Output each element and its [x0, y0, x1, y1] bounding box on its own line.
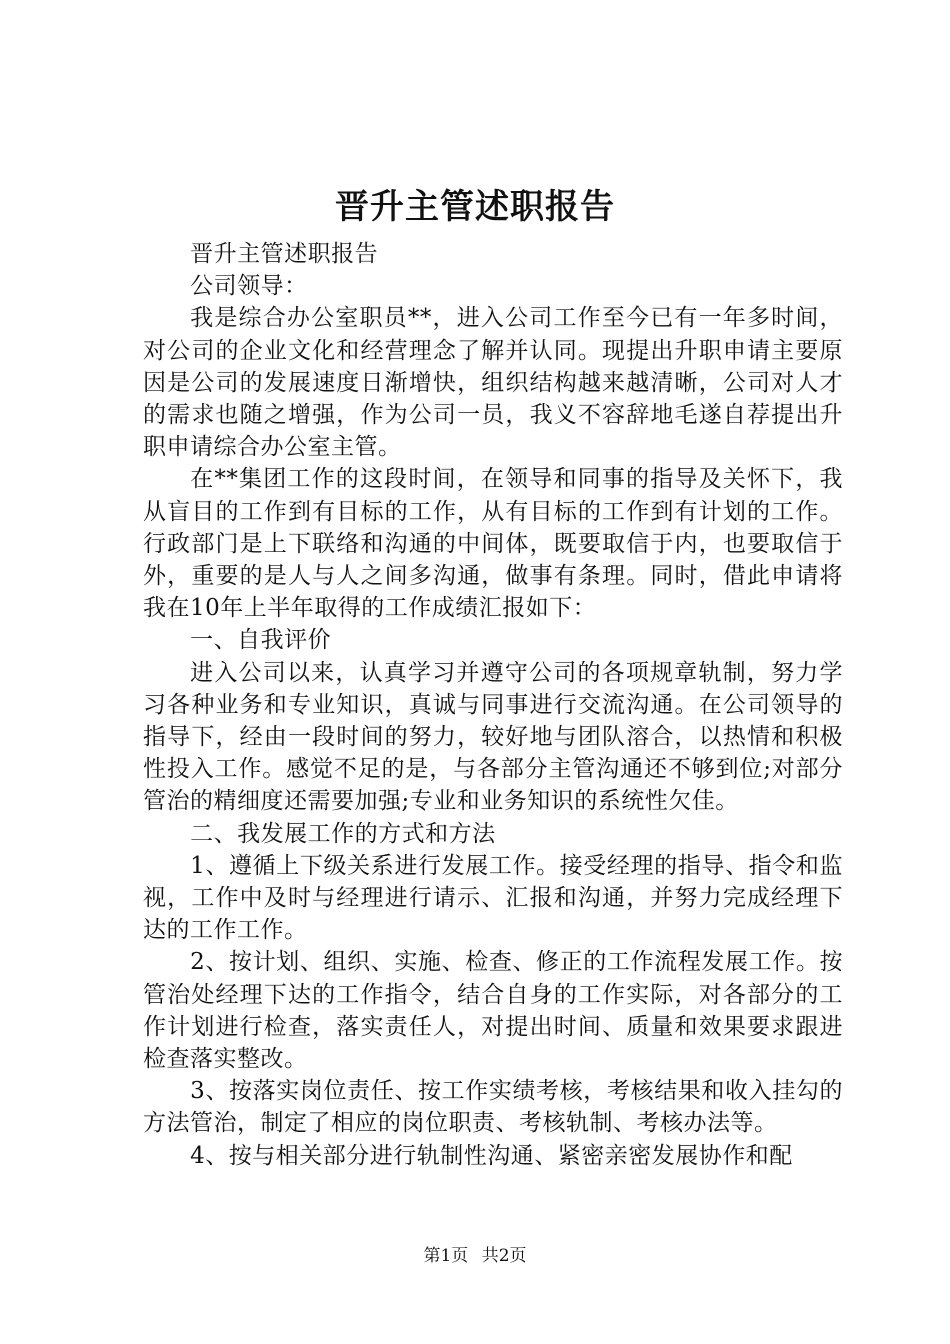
- list-item-method-1: 1、遵循上下级关系进行发展工作。接受经理的指导、指令和监视，工作中及时与经理进行请示、汇报和沟通，并努力完成经理下达的工作工作。: [143, 852, 843, 944]
- page-number: 第1页: [423, 1246, 469, 1266]
- document-body: [143, 238, 843, 1172]
- paragraph-introduction: 我是综合办公室职员**，进入公司工作至今已有一年多时间，对公司的企业文化和经营理念了解并认同。现提出升职申请主要原因是公司的发展速度日渐增快，组织结构越来越清晰，公司对人才的需求也随之增强，作为公司一员，我义不容辞地毛遂自荐提出升职申请综合办公室主管。: [143, 305, 843, 461]
- list-item-method-2: 2、按计划、组织、实施、检查、修正的工作流程发展工作。按管治处经理下达的工作指令，结合自身的工作实际，对各部分的工作计划进行检查，落实责任人，对提出时间、质量和效果要求跟进检查落实整改。: [143, 949, 843, 1073]
- section-heading-work-methods: 二、我发展工作的方式和方法: [190, 820, 496, 847]
- paragraph-salutation: 公司领导：: [190, 273, 308, 300]
- section-heading-self-evaluation: 一、自我评价: [190, 627, 332, 654]
- paragraph-heading-repeat: 晋升主管述职报告: [190, 241, 379, 267]
- list-item-method-3: 3、按落实岗位责任、按工作实绩考核，考核结果和收入挂勾的方法管治，制定了相应的岗位职责、考核轨制、考核办法等。: [143, 1078, 843, 1137]
- page-footer: [0, 1244, 950, 1268]
- paragraph-self-evaluation: 进入公司以来，认真学习并遵守公司的各项规章轨制，努力学习各种业务和专业知识，真诚与同事进行交流沟通。在公司领导的指导下，经由一段时间的努力，较好地与团队溶合，以热情和积极性投入工作。感觉不足的是，与各部分主管沟通还不够到位;对部分管治的精细度还需要加强;专业和业务知识的系统性欠佳。: [143, 659, 843, 815]
- list-item-method-4: 4、按与相关部分进行轨制性沟通、紧密亲密发展协作和配: [190, 1142, 793, 1169]
- page-total: 共2页: [481, 1246, 527, 1266]
- paragraph-work-summary: 在**集团工作的这段时间，在领导和同事的指导及关怀下，我从盲目的工作到有目标的工作，从有目标的工作到有计划的工作。行政部门是上下联络和沟通的中间体，既要取信于内，也要取信于外，重要的是人与人之间多沟通，做事有条理。同时，借此申请将我在10年上半年取得的工作成绩汇报如下：: [143, 466, 843, 622]
- document-title: 晋升主管述职报告: [335, 187, 615, 227]
